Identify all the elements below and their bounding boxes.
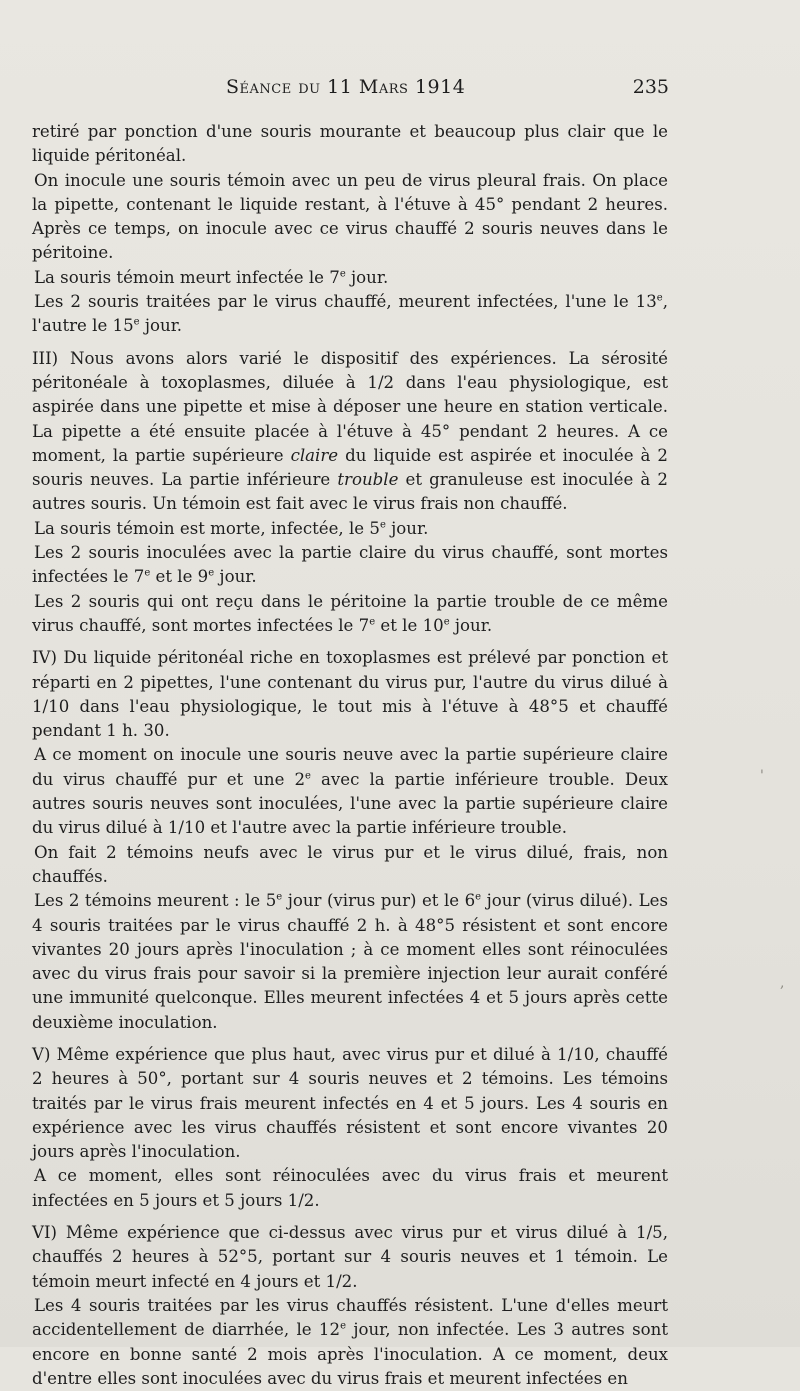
text-run: Les 2 souris traitées par le virus chauffé, meurent infectées, l'une le 13 (34, 292, 657, 312)
superscript: e (369, 616, 376, 628)
body-text (32, 120, 668, 1391)
text-run: jour. (449, 615, 493, 635)
text-run: Les 2 témoins meurent : le 5 (34, 891, 277, 911)
paragraph (32, 1164, 668, 1213)
paragraph (32, 590, 668, 639)
superscript: e (656, 292, 663, 304)
paragraph (32, 169, 668, 266)
section-III (32, 347, 668, 517)
italic-term: claire (290, 445, 339, 465)
paragraph (32, 266, 668, 290)
superscript: e (443, 616, 450, 628)
margin-speck: ' (760, 768, 764, 784)
text-run: et le 10 (375, 615, 444, 635)
paragraph (32, 290, 668, 339)
superscript: e (133, 316, 140, 328)
paragraph (32, 541, 668, 590)
text-run: du liquide est aspirée et inoculée à 2 souris neuves. La partie inférieure (32, 445, 668, 490)
paragraph (32, 517, 668, 541)
italic-term: trouble (337, 470, 399, 490)
paragraph (32, 120, 668, 169)
text-run: jour, non infectée. Les 3 autres sont encore en bonne santé 2 mois après l'inoculation. A ce moment, deux d'entre elles sont inoculées avec du virus frais et meurent infectées en (32, 1320, 668, 1388)
text-run: retiré par ponction d'une souris mourante et beaucoup plus clair que le liquide péritonéal. (32, 122, 668, 166)
superscript: e (208, 567, 215, 579)
text-run: jour. (214, 567, 257, 587)
text-run: , l'autre le 15 (32, 292, 668, 336)
superscript: e (339, 268, 346, 280)
paragraph (32, 841, 668, 890)
text-run: jour (virus pur) et le 6 (282, 891, 476, 911)
text-run: V) Même expérience que plus haut, avec virus pur et dilué à 1/10, chauffé 2 heures à 50°, portant sur 4 souris neuves et 2 témoins. Les témoins traités par le virus frais meurent infectés en 4 et 5 jours. Les 4 souris en expérience avec les virus chauffés résistent et sont encore vivantes 20 jours après l'inoculation. (32, 1044, 668, 1162)
text-run: et granuleuse est inoculée à 2 autres souris. Un témoin est fait avec le virus frais non chauffé. (32, 470, 668, 514)
text-run: La souris témoin est morte, infectée, le 5 (34, 518, 380, 538)
paragraph (32, 743, 668, 840)
paragraph (32, 889, 668, 1035)
text-run: A ce moment on inocule une souris neuve avec la partie supérieure claire du virus chauffé pur et une 2 (32, 745, 668, 789)
text-run: On fait 2 témoins neufs avec le virus pur et le virus dilué, frais, non chauffés. (32, 842, 668, 886)
running-title: Séance du 11 Mars 1914 (226, 76, 466, 98)
text-run: VI) Même expérience que ci-dessus avec virus pur et virus dilué à 1/5, chauffés 2 heures à 52°5, portant sur 4 souris neuves et 1 témoin. Le témoin meurt infecté en 4 jours et 1/2. (32, 1223, 668, 1291)
text-run: jour. (139, 316, 183, 336)
text-run: jour (virus dilué). Les 4 souris traitées par le virus chauffé 2 h. à 48°5 résistent et sont encore vivantes 20 jours après l'inoculation ; à ce moment elles sont réinoculées avec du virus frais pour savoir si la première injection leur aurait conféré une immunité quelconque. Elles meurent infectées 4 et 5 jours après cette deuxième inoculation. (32, 891, 668, 1032)
section-VI (32, 1221, 668, 1294)
text-run: et le 9 (150, 567, 209, 587)
paragraph (32, 1294, 668, 1391)
superscript: e (305, 770, 311, 782)
section-V (32, 1043, 668, 1164)
text-run: Les 2 souris inoculées avec la partie claire du virus chauffé, sont mortes infectées le 7 (32, 543, 668, 587)
text-run: III) Nous avons alors varié le dispositif des expériences. La sérosité péritonéale à toxoplasmes, diluée à 1/2 dans l'eau physiologique, est aspirée dans une pipette et mise à déposer une heure en station verticale. La pipette a été ensuite placée à l'étuve à 45° pendant 2 heures. A ce moment, la partie supérieure (32, 348, 668, 465)
page-header (0, 76, 800, 100)
text-run: La souris témoin meurt infectée le 7 (34, 267, 340, 287)
text-run: Les 4 souris traitées par les virus chauffés résistent. L'une d'elles meurt accidentellement de diarrhée, le 12 (32, 1295, 668, 1340)
text-run: A ce moment, elles sont réinoculées avec du virus frais et meurent infectées en 5 jours et 5 jours 1/2. (32, 1166, 668, 1210)
superscript: e (475, 891, 482, 903)
text-run: On inocule une souris témoin avec un peu de virus pleural frais. On place la pipette, contenant le liquide restant, à l'étuve à 45° pendant 2 heures. Après ce temps, on inocule avec ce virus chauffé 2 souris neuves dans le péritoine. (32, 170, 668, 263)
superscript: e (276, 891, 283, 903)
superscript: e (340, 1320, 346, 1332)
text-run: IV) Du liquide péritonéal riche en toxoplasmes est prélevé par ponction et réparti en 2 pipettes, l'une contenant du virus pur, l'autre du virus dilué à 1/10 dans l'eau physiologique, le tout mis à l'étuve à 48°5 et chauffé pendant 1 h. 30. (32, 648, 668, 741)
superscript: e (379, 519, 386, 531)
section-IV (32, 646, 668, 743)
margin-speck: , (780, 975, 785, 991)
text-run: avec la partie inférieure trouble. Deux autres souris neuves sont inoculées, l'une avec la partie supérieure claire du virus dilué à 1/10 et l'autre avec la partie inférieure trouble. (32, 769, 668, 838)
text-run: jour. (385, 518, 429, 538)
text-run: Les 2 souris qui ont reçu dans le péritoine la partie trouble de ce même virus chauffé, sont mortes infectées le 7 (32, 591, 668, 635)
superscript: e (144, 567, 151, 579)
text-run: jour. (345, 267, 389, 287)
page-number: 235 (632, 76, 669, 98)
